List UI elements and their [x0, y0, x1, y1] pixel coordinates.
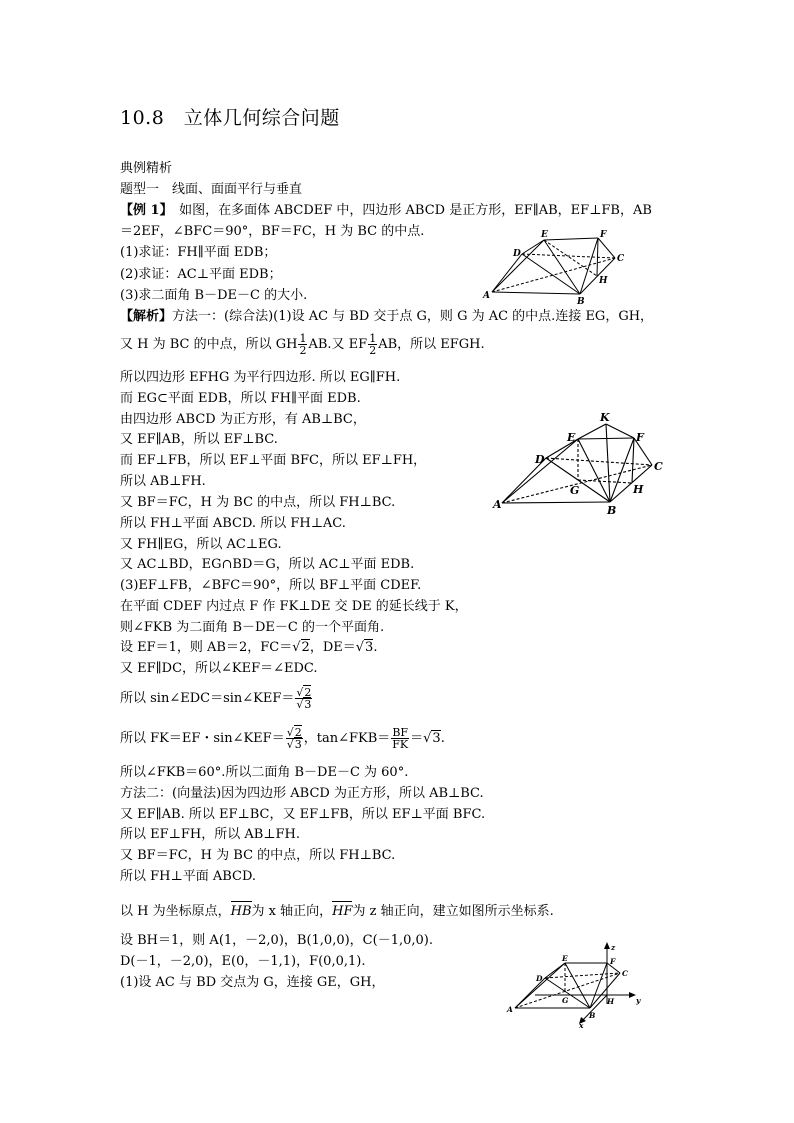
- fraction-sqrt2-sqrt3: [295, 687, 312, 710]
- vertex-label-c: C: [622, 969, 628, 978]
- sqrt-3: 3: [365, 640, 374, 655]
- hidden-edge: [522, 254, 615, 258]
- vertex-label-b: B: [577, 297, 585, 304]
- axis-label-z: z: [611, 943, 616, 952]
- solution-line: 又 AC⊥BD，EG∩BD＝G，所以 AC⊥平面 EDB.: [120, 557, 415, 572]
- vertex-label-c: C: [654, 460, 663, 473]
- solution-line: 又 EF∥AB，所以 EF⊥BC.: [120, 432, 278, 447]
- question-3: (3)求二面角 B－DE－C 的大小.: [120, 288, 308, 303]
- edge: [606, 424, 610, 502]
- solution-line: 又 EF∥DC，所以∠KEF＝∠EDC.: [120, 661, 318, 676]
- question-2: (2)求证：AC⊥平面 EDB；: [120, 267, 282, 282]
- text-segment: 又 H 为 BC 的中点，所以 GH: [120, 337, 298, 352]
- solution-line: 所以∠FKB＝60°.所以二面角 B－DE－C 为 60°.: [120, 765, 409, 780]
- edge: [565, 963, 590, 1008]
- fraction-bf-fk: [391, 727, 409, 750]
- text-segment: 为 x 轴正向，: [251, 904, 333, 919]
- set-values-line: 设 EF＝1，则 AB＝2，FC＝√2，DE＝√3.: [120, 640, 378, 655]
- text-segment: 以 H 为坐标原点，: [120, 904, 231, 919]
- vector-hb: HB: [230, 904, 252, 919]
- vertex-label-a: A: [493, 498, 502, 511]
- sqrt-3: 3: [294, 738, 302, 751]
- vertex-label-g: G: [562, 996, 569, 1005]
- sqrt-3: 3: [432, 731, 441, 746]
- vertex-label-d: D: [536, 974, 543, 983]
- edge: [578, 424, 606, 439]
- example-text-1: 如图，在多面体 ABCDEF 中，四边形 ABCD 是正方形，EF∥AB，EF⊥FB，AB: [166, 203, 652, 218]
- frac-den: √3: [296, 698, 312, 711]
- vertex-label-h: H: [607, 997, 615, 1006]
- edge: [502, 502, 610, 503]
- solution-line-1: [120, 308, 653, 325]
- frac-num: 1: [369, 332, 377, 345]
- frac-den: FK: [392, 738, 409, 751]
- text-segment: AB.又 EF: [308, 337, 368, 352]
- sqrt-3: 3: [304, 698, 312, 711]
- z-axis-arrow: [604, 942, 610, 949]
- edge: [515, 963, 565, 1008]
- solution-text-1: 方法一：(综合法)(1)设 AC 与 BD 交于点 G，则 G 为 AC 的中点.连接 EG，GH，: [172, 309, 654, 324]
- solution-line: 又 BF＝FC，H 为 BC 的中点，所以 FH⊥BC.: [120, 495, 396, 510]
- text-segment: ，tan∠FKB＝: [303, 731, 391, 746]
- vertex-label-e: E: [562, 954, 568, 963]
- fk-line: 所以 FK＝EF・sin∠KEF＝ $\frac{√2}{√3}$ ，tan∠FKB＝ $\frac{BF}{FK}$ ＝√3.: [120, 726, 445, 751]
- text-segment: .: [373, 640, 378, 655]
- edge: [590, 963, 607, 1008]
- solution-line: 设 BH＝1，则 A(1，－2,0)，B(1,0,0)，C(－1,0,0).: [120, 933, 433, 948]
- vertex-label-e: E: [541, 230, 548, 240]
- question-1: (1)求证：FH∥平面 EDB；: [120, 245, 277, 260]
- solution-line: 在平面 CDEF 内过点 F 作 FK⊥DE 交 DE 的延长线于 K，: [120, 599, 468, 614]
- frac-num: BF: [392, 726, 409, 739]
- example-line-1: [120, 202, 652, 219]
- vertex-label-h: H: [599, 276, 608, 286]
- solution-line: 又 FH∥EG，所以 AC⊥EG.: [120, 537, 282, 552]
- vertex-label-h: H: [633, 483, 644, 496]
- hidden-edge: [545, 973, 620, 978]
- text-segment: .: [440, 731, 445, 746]
- edge: [522, 254, 580, 294]
- sin-line: [120, 684, 313, 714]
- coordinate-line: [120, 903, 554, 920]
- solution-line: 而 EG⊂平面 EDB，所以 FH∥平面 EDB.: [120, 391, 361, 406]
- frac-num: √2: [296, 686, 312, 699]
- fraction-half: [298, 333, 307, 356]
- vertex-label-d: D: [513, 249, 521, 259]
- figure-1-polyhedron: [480, 228, 630, 304]
- solution-line: D(－1，－2,0)，E(0，－1,1)，F(0,0,1).: [120, 954, 366, 969]
- solution-line: 所以 EF⊥FH，所以 AB⊥FH.: [120, 827, 301, 842]
- page-title: 10.8 立体几何综合问题: [120, 107, 340, 129]
- vertex-label-f: F: [600, 230, 607, 240]
- section-heading: 典例精析: [120, 161, 173, 176]
- example-tag: 【例 1】: [120, 203, 167, 218]
- edge: [578, 439, 610, 502]
- solution-line: 又 BF＝FC，H 为 BC 的中点，所以 FH⊥BC.: [120, 848, 396, 863]
- solution-line: 又 EF∥AB. 所以 EF⊥BC，又 EF⊥FB，所以 EF⊥平面 BFC.: [120, 807, 486, 822]
- vertex-label-b: B: [589, 1011, 596, 1020]
- solution-line: 由四边形 ABCD 为正方形，有 AB⊥BC，: [120, 412, 366, 427]
- edge: [544, 240, 580, 294]
- solution-line: (1)设 AC 与 BD 交点为 G，连接 GE，GH，: [120, 975, 385, 990]
- vertex-label-e: E: [567, 431, 576, 444]
- text-segment: ＝: [410, 731, 424, 746]
- y-axis-arrow: [629, 992, 636, 998]
- vertex-label-k: K: [600, 411, 610, 424]
- edge: [544, 238, 598, 240]
- text-segment: GH.: [458, 337, 485, 352]
- hidden-edge: [546, 458, 652, 465]
- vertex-label-c: C: [617, 254, 625, 264]
- sqrt-2: 2: [294, 726, 302, 739]
- edge: [610, 465, 652, 502]
- edge: [578, 438, 634, 439]
- fraction-sqrt2-sqrt3: [286, 727, 303, 750]
- axis-label-y: y: [636, 996, 641, 1005]
- edge: [606, 424, 634, 438]
- sqrt-2: 2: [304, 686, 312, 699]
- topic-heading: 题型一 线面、面面平行与垂直: [120, 182, 303, 197]
- frac-den: 2: [369, 344, 377, 357]
- edge: [492, 292, 580, 294]
- edge: [492, 254, 522, 292]
- vector-hf: HF: [332, 904, 353, 919]
- frac-num: 1: [299, 332, 307, 345]
- solution-line: 所以 FH⊥平面 ABCD. 所以 FH⊥AC.: [120, 516, 346, 531]
- vertex-label-f: F: [610, 957, 616, 966]
- vertex-label-d: D: [535, 453, 545, 466]
- text-segment: 为 z 轴正向，建立如图所示坐标系.: [352, 904, 554, 919]
- solution-line: 则∠FKB 为二面角 B－DE－C 的一个平面角.: [120, 620, 385, 635]
- edge: [590, 973, 620, 1008]
- solution-tag: 【解析】: [120, 309, 173, 324]
- solution-line: 所以 FH⊥平面 ABCD.: [120, 869, 257, 884]
- vertex-label-b: B: [607, 504, 617, 517]
- edge: [502, 439, 578, 503]
- frac-den: 2: [299, 344, 307, 357]
- solution-line: 所以 AB⊥FH.: [120, 474, 206, 489]
- vertex-label-g: G: [570, 484, 580, 497]
- solution-line: 而 EF⊥FB，所以 EF⊥平面 BFC，所以 EF⊥FH，: [120, 453, 427, 468]
- solution-line: (3)EF⊥FB，∠BFC＝90°，所以 BF⊥平面 CDEF.: [120, 578, 422, 593]
- solution-line: 方法二：(向量法)因为四边形 ABCD 为正方形，所以 AB⊥BC.: [120, 786, 484, 801]
- vertex-label-f: F: [636, 431, 644, 444]
- sqrt-2: 2: [301, 640, 310, 655]
- edge: [632, 438, 634, 483]
- text-segment: AB，所以 EF: [378, 337, 459, 352]
- solution-line: 所以四边形 EFHG 为平行四边形. 所以 EG∥FH.: [120, 370, 401, 385]
- fraction-half: [368, 333, 377, 356]
- figure-2-polyhedron: [490, 408, 675, 518]
- text-segment: 设 EF＝1，则 AB＝2，FC＝: [120, 640, 293, 655]
- vertex-label-a: A: [483, 291, 490, 301]
- edge: [492, 240, 544, 292]
- vertex-label-a: A: [507, 1005, 513, 1014]
- solution-line-2: [120, 332, 485, 358]
- frac-num: √2: [286, 726, 302, 739]
- example-line-2: ＝2EF，∠BFC＝90°，BF＝FC，H 为 BC 的中点.: [120, 224, 425, 239]
- figure-3-coordinate-system: [505, 942, 655, 1028]
- frac-den: √3: [286, 738, 302, 751]
- text-segment: 所以 sin∠EDC＝sin∠KEF＝: [120, 691, 295, 706]
- edge: [598, 238, 615, 258]
- text-segment: ，DE＝: [309, 640, 356, 655]
- axis-label-x: x: [579, 1021, 584, 1028]
- text-segment: 所以 FK＝EF・sin∠KEF＝: [120, 731, 285, 746]
- edge: [522, 240, 544, 254]
